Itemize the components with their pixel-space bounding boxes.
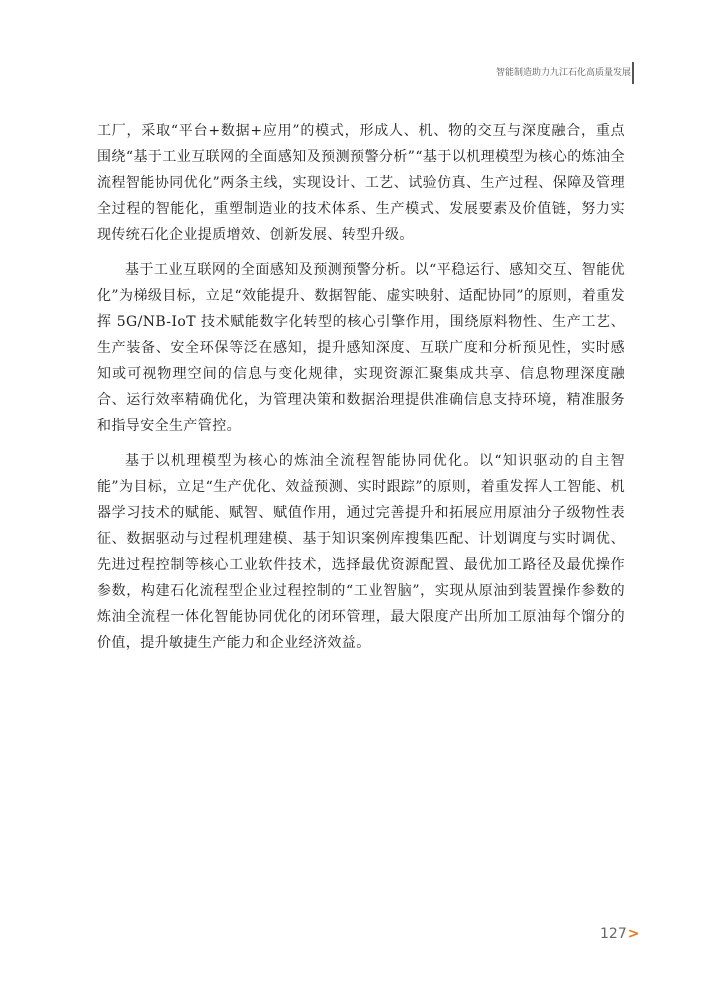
paragraph: 基于以机理模型为核心的炼油全流程智能协同优化。以“知识驱动的自主智能”为目标，立足“生产优化、效益预测、实时跟踪”的原则，着重发挥人工智能、机器学习技术的赋能、赋智、赋值作用，通过完善提升和拓展应用原油分子级物性表征、数据驱动与过程机理建模、基于知识案例库搜集匹配、计划调度与实时调优、先进过程控制等核心工业软件技术，选择最优资源配置、最优加工路径及最优操作参数，构建石化流程型企业过程控制的“工业智脑”，实现从原油到装置操作参数的炼油全流程一体化智能协同优化的闭环管理，最大限度产出所加工原油每个馏分的价值，提升敏捷生产能力和企业经济效益。 [97, 453, 625, 651]
body-text [97, 118, 625, 665]
page-number [600, 925, 639, 943]
paragraph: 工厂，采取“平台+数据+应用”的模式，形成人、机、物的交互与深度融合，重点围绕“基于工业互联网的全面感知及预测预警分析”“基于以机理模型为核心的炼油全流程智能协同优化”两条主线，实现设计、工艺、试验仿真、生产过程、保障及管理全过程的智能化，重塑制造业的技术体系、生产模式、发展要素及价值链，努力实现传统石化企业提质增效、创新发展、转型升级。 [97, 123, 625, 243]
header-divider [632, 62, 634, 84]
page-arrow-icon: > [627, 926, 640, 942]
page-number-value: 127 [600, 926, 627, 942]
running-header: 智能制造助力九江石化高质量发展 [495, 68, 631, 78]
paragraph: 基于工业互联网的全面感知及预测预警分析。以“平稳运行、感知交互、智能优化”为梯级目标，立足“效能提升、数据智能、虚实映射、适配协同”的原则，着重发挥 5G/NB-IoT 技术赋能数字化转型的核心引擎作用，围绕原料物性、生产工艺、生产装备、安全环保等泛在感知，提升感知深度、互联广度和分析预见性，实时感知或可视物理空间的信息与变化规律，实现资源汇聚集成共享、信息物理深度融合、运行效率精确优化，为管理决策和数据治理提供准确信息支持环境，精准服务和指导安全生产管控。 [97, 262, 625, 434]
